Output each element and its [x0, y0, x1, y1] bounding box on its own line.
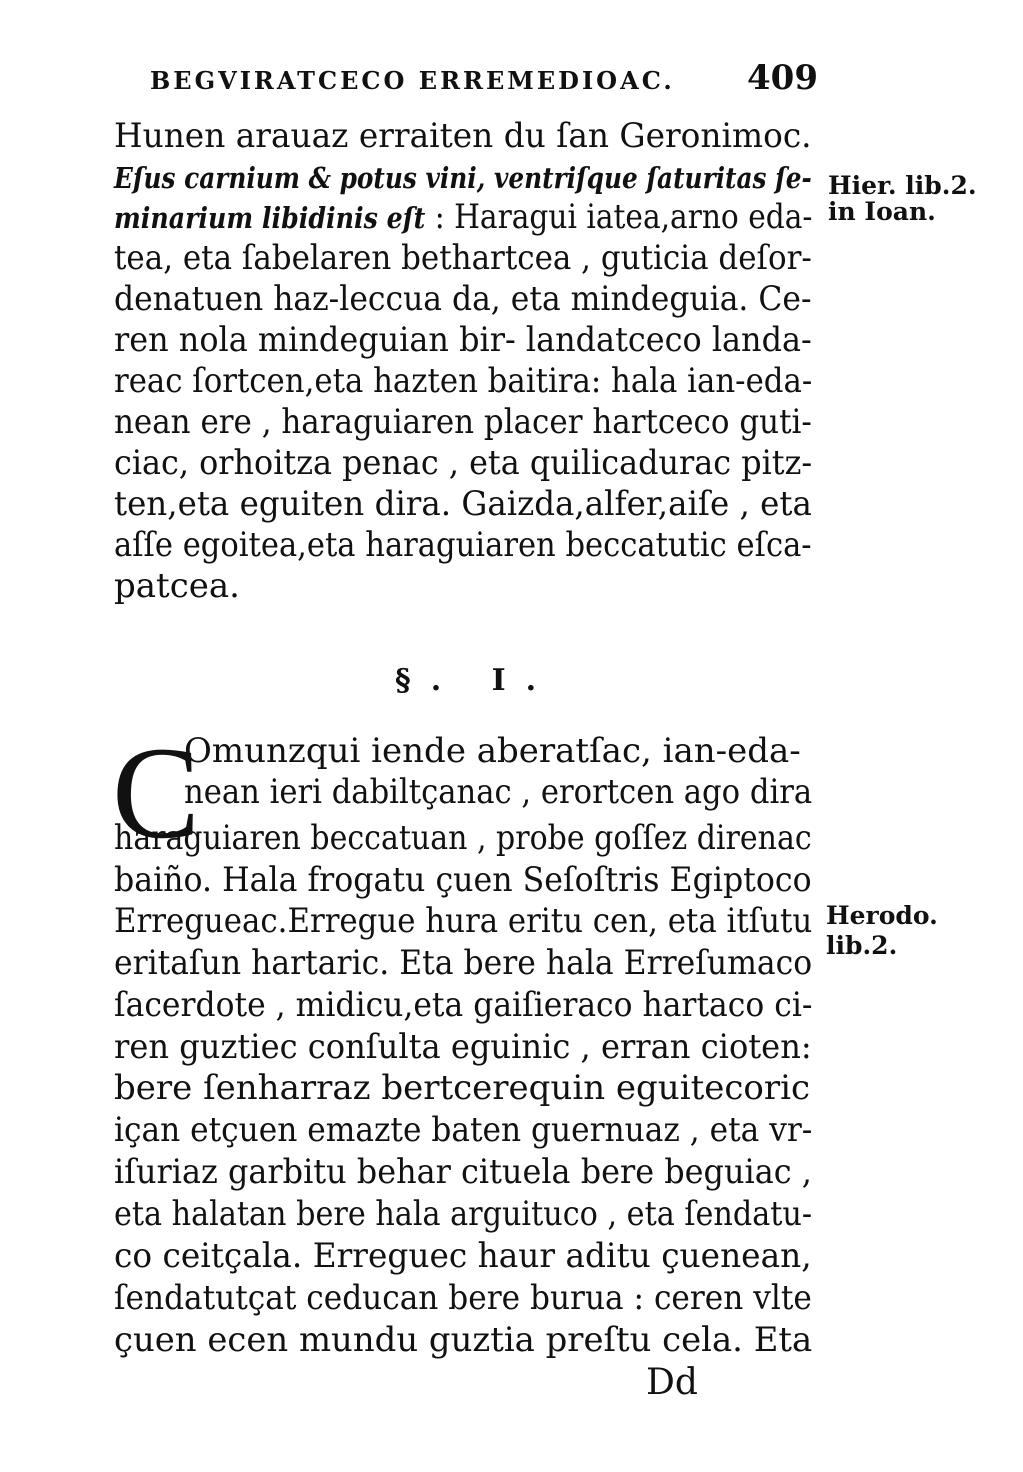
- text-line: ren guztiec conſulta eguinic , erran cioten:: [114, 1027, 812, 1067]
- text-line: reac ſortcen,eta hazten baitira: hala ian-eda-: [114, 361, 813, 401]
- text-line: Omunzqui iende aberatſac, ian-eda-: [184, 731, 801, 771]
- text-line: bere ſenharraz bertcerequin eguitecoric: [114, 1068, 811, 1108]
- text-line: Hunen arauaz erraiten du ſan Geronimoc.: [114, 116, 812, 156]
- running-head: [150, 58, 818, 98]
- text-line: nean ere , haraguiaren placer hartceco guti-: [114, 402, 812, 442]
- text-line: ren nola mindeguian bir- landatceco landa-: [114, 320, 812, 360]
- margin-note: Hier. lib.2.: [828, 171, 977, 200]
- section-mark: §. I.: [395, 663, 557, 698]
- drop-cap: C: [112, 719, 201, 866]
- text-line: çuen ecen mundu guztia preſtu cela. Eta: [114, 1320, 813, 1360]
- text-line: tea, eta ſabelaren bethartcea , guticia deſor-: [114, 238, 812, 278]
- catchword: Dd: [646, 1362, 698, 1403]
- text-line: ciac, orhoitza penac , eta quilicadurac pitz-: [114, 443, 813, 483]
- text-line: ten,eta eguiten dira. Gaizda,alfer,aiſe , eta: [114, 484, 812, 524]
- text-line: eta halatan bere hala arguituco , eta ſendatu-: [114, 1194, 813, 1234]
- text-line: ſendatutçat ceducan bere burua : ceren vlte: [114, 1278, 812, 1318]
- text-line: patcea.: [114, 566, 240, 606]
- latin-quotation: minarium libidinis eſt: [114, 201, 426, 235]
- margin-note: in Ioan.: [828, 197, 936, 226]
- text-fragment: : Haragui iatea,arno eda-: [425, 197, 813, 237]
- text-line: [114, 197, 812, 238]
- text-line: eritaſun hartaric. Eta bere hala Erreſumaco: [114, 943, 813, 983]
- text-line: [114, 157, 812, 198]
- text-line: co ceitçala. Erreguec haur aditu çuenean,: [114, 1236, 812, 1276]
- text-line: aſſe egoitea,eta haraguiaren beccatutic eſca-: [114, 525, 812, 565]
- text-line: haraguiaren beccatuan , probe goſſez direnac: [114, 818, 812, 858]
- margin-note: Herodo.: [826, 901, 938, 930]
- text-line: nean ieri dabiltçanac , erortcen ago dira: [184, 772, 813, 812]
- margin-note: lib.2.: [826, 931, 898, 960]
- running-title: BEGVIRATCECO ERREMEDIOAC.: [150, 66, 675, 95]
- latin-quotation: Eſus carnium & potus vini, ventriſque ſaturitas ſe-: [114, 161, 812, 195]
- text-line: iſuriaz garbitu behar cituela bere beguiac ,: [114, 1152, 812, 1192]
- text-line: içan etçuen emazte baten guernuaz , eta vr-: [114, 1110, 813, 1150]
- text-line: ſacerdote , midicu,eta gaiſieraco hartaco ci-: [114, 985, 813, 1025]
- page-number: 409: [747, 58, 818, 98]
- text-line: Erregueac.Erregue hura eritu cen, eta itſutu: [114, 901, 813, 941]
- text-line: denatuen haz-leccua da, eta mindeguia. Ce-: [114, 279, 812, 319]
- text-line: baiño. Hala frogatu çuen Seſoſtris Egiptoco: [114, 860, 812, 900]
